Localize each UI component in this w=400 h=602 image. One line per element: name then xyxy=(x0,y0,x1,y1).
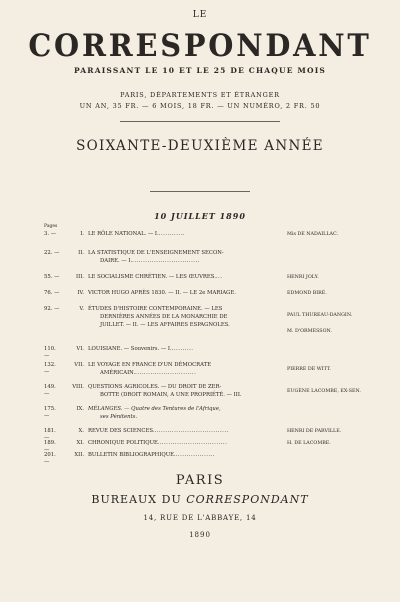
issue-date: 10 JUILLET 1890 xyxy=(154,211,246,221)
toc-number: I. xyxy=(80,231,84,237)
toc-number: IX. xyxy=(76,406,84,412)
subscription-regions: PARIS, DÉPARTEMENTS ET ÉTRANGER xyxy=(120,91,280,99)
toc-author: EUGÈNE LACOMBE, EX-SEN. xyxy=(287,389,361,394)
toc-page: 22. — xyxy=(44,250,60,256)
toc-title: LE VOYAGE EN FRANCE D'UN DÉMOCRATE xyxy=(88,362,212,368)
toc-title: LOUISIANE. — Souvenirs. — I........... xyxy=(88,346,194,352)
subscription-prices: UN AN, 35 FR. — 6 MOIS, 18 FR. — UN NUMÉRO, 2 FR. 50 xyxy=(79,102,321,110)
toc-page: 132. — xyxy=(44,362,56,375)
toc-title-line2: DAIRE. — I................................ xyxy=(100,258,200,264)
imprint-bureaux: BUREAUX DU CORRESPONDANT xyxy=(91,493,309,506)
toc-title: QUESTIONS AGRICOLES. — DU DROIT DE ZER- xyxy=(88,384,222,390)
toc-title: CHRONIQUE POLITIQUE................................ xyxy=(88,440,228,446)
toc-number: VIII. xyxy=(72,384,84,390)
toc-number: IV. xyxy=(77,290,84,296)
toc-number: X. xyxy=(78,428,84,434)
toc-page: 76. — xyxy=(44,290,60,296)
toc-author: HENRI JOLY. xyxy=(287,275,319,280)
masthead-title: CORRESPONDANT xyxy=(28,28,372,64)
toc-title: MÉLANGES. — Quatre des Tentures de l'Afrique, xyxy=(88,406,221,412)
toc-author: Mis DE NADAILLAC. xyxy=(287,232,339,237)
toc-page: 110. — xyxy=(44,346,56,359)
toc-number: VII. xyxy=(74,362,84,368)
toc-number: II. xyxy=(78,250,84,256)
toc-page: 149. — xyxy=(44,384,56,397)
toc-page: 3. — xyxy=(44,231,57,237)
imprint-city: PARIS xyxy=(175,473,225,488)
toc-title-line2: ses Pénitents. xyxy=(100,414,138,420)
toc-author: HENRI DE PARVILLE. xyxy=(287,429,342,434)
toc-page: 181. — xyxy=(44,428,56,441)
toc-title: LA STATISTIQUE DE L'ENSEIGNEMENT SECON- xyxy=(88,250,224,256)
masthead-article: LE xyxy=(192,10,208,20)
toc-page: 201. — xyxy=(44,452,56,465)
toc-page: 175. — xyxy=(44,406,56,419)
toc-title: BULLETIN BIBLIOGRAPHIQUE................... xyxy=(88,452,216,458)
toc-title: ÉTUDES D'HISTOIRE CONTEMPORAINE. — LES xyxy=(88,306,223,312)
imprint-address: 14, RUE DE L'ABBAYE, 14 xyxy=(143,514,257,522)
toc-number: VI. xyxy=(76,346,84,352)
toc-number: V. xyxy=(79,306,84,312)
toc-author: PAUL THUREAU-DANGIN. xyxy=(287,313,353,318)
imprint-year: 1890 xyxy=(189,531,211,539)
toc-page: 92. — xyxy=(44,306,60,312)
toc-title: VICTOR HUGO APRÈS 1830. — II. — LE 2e MARIAGE. xyxy=(88,290,236,296)
toc-number: III. xyxy=(76,274,84,280)
toc-title: LE SOCIALISME CHRÉTIEN. — LES ŒUVRES.... xyxy=(88,274,223,280)
toc-author: M. D'ORMESSON. xyxy=(287,329,332,334)
toc-author: PIERRE DE WITT. xyxy=(287,367,331,372)
toc-number: XI. xyxy=(76,440,84,446)
year-label: SOIXANTE-DEUXIÈME ANNÉE xyxy=(76,138,324,154)
toc-page: 55. — xyxy=(44,274,60,280)
toc-title-line2: BOTTE (DROIT ROMAIN, A UNE PROPRIÉTÉ. — III. xyxy=(100,392,242,398)
toc-number: XII. xyxy=(74,452,84,458)
toc-title-line3: JUILLET. — II. — LES AFFAIRES ESPAGNOLES. xyxy=(100,322,230,328)
toc-title: LE RÔLE NATIONAL. — I............. xyxy=(88,231,185,237)
toc-author: H. DE LACOMBE. xyxy=(287,441,331,446)
pages-column-label: Pages xyxy=(44,224,58,229)
toc-title-line2: DERNIÈRES ANNÉES DE LA MONARCHIE DE xyxy=(100,314,228,320)
toc-author: EDMOND BIRÉ. xyxy=(287,291,327,296)
masthead-subtitle: PARAISSANT LE 10 ET LE 25 DE CHAQUE MOIS xyxy=(73,66,327,75)
toc-title-line2: AMÉRICAIN............................. xyxy=(100,370,197,376)
toc-page: 189. — xyxy=(44,440,56,453)
toc-title: REVUE DES SCIENCES................................... xyxy=(88,428,229,434)
